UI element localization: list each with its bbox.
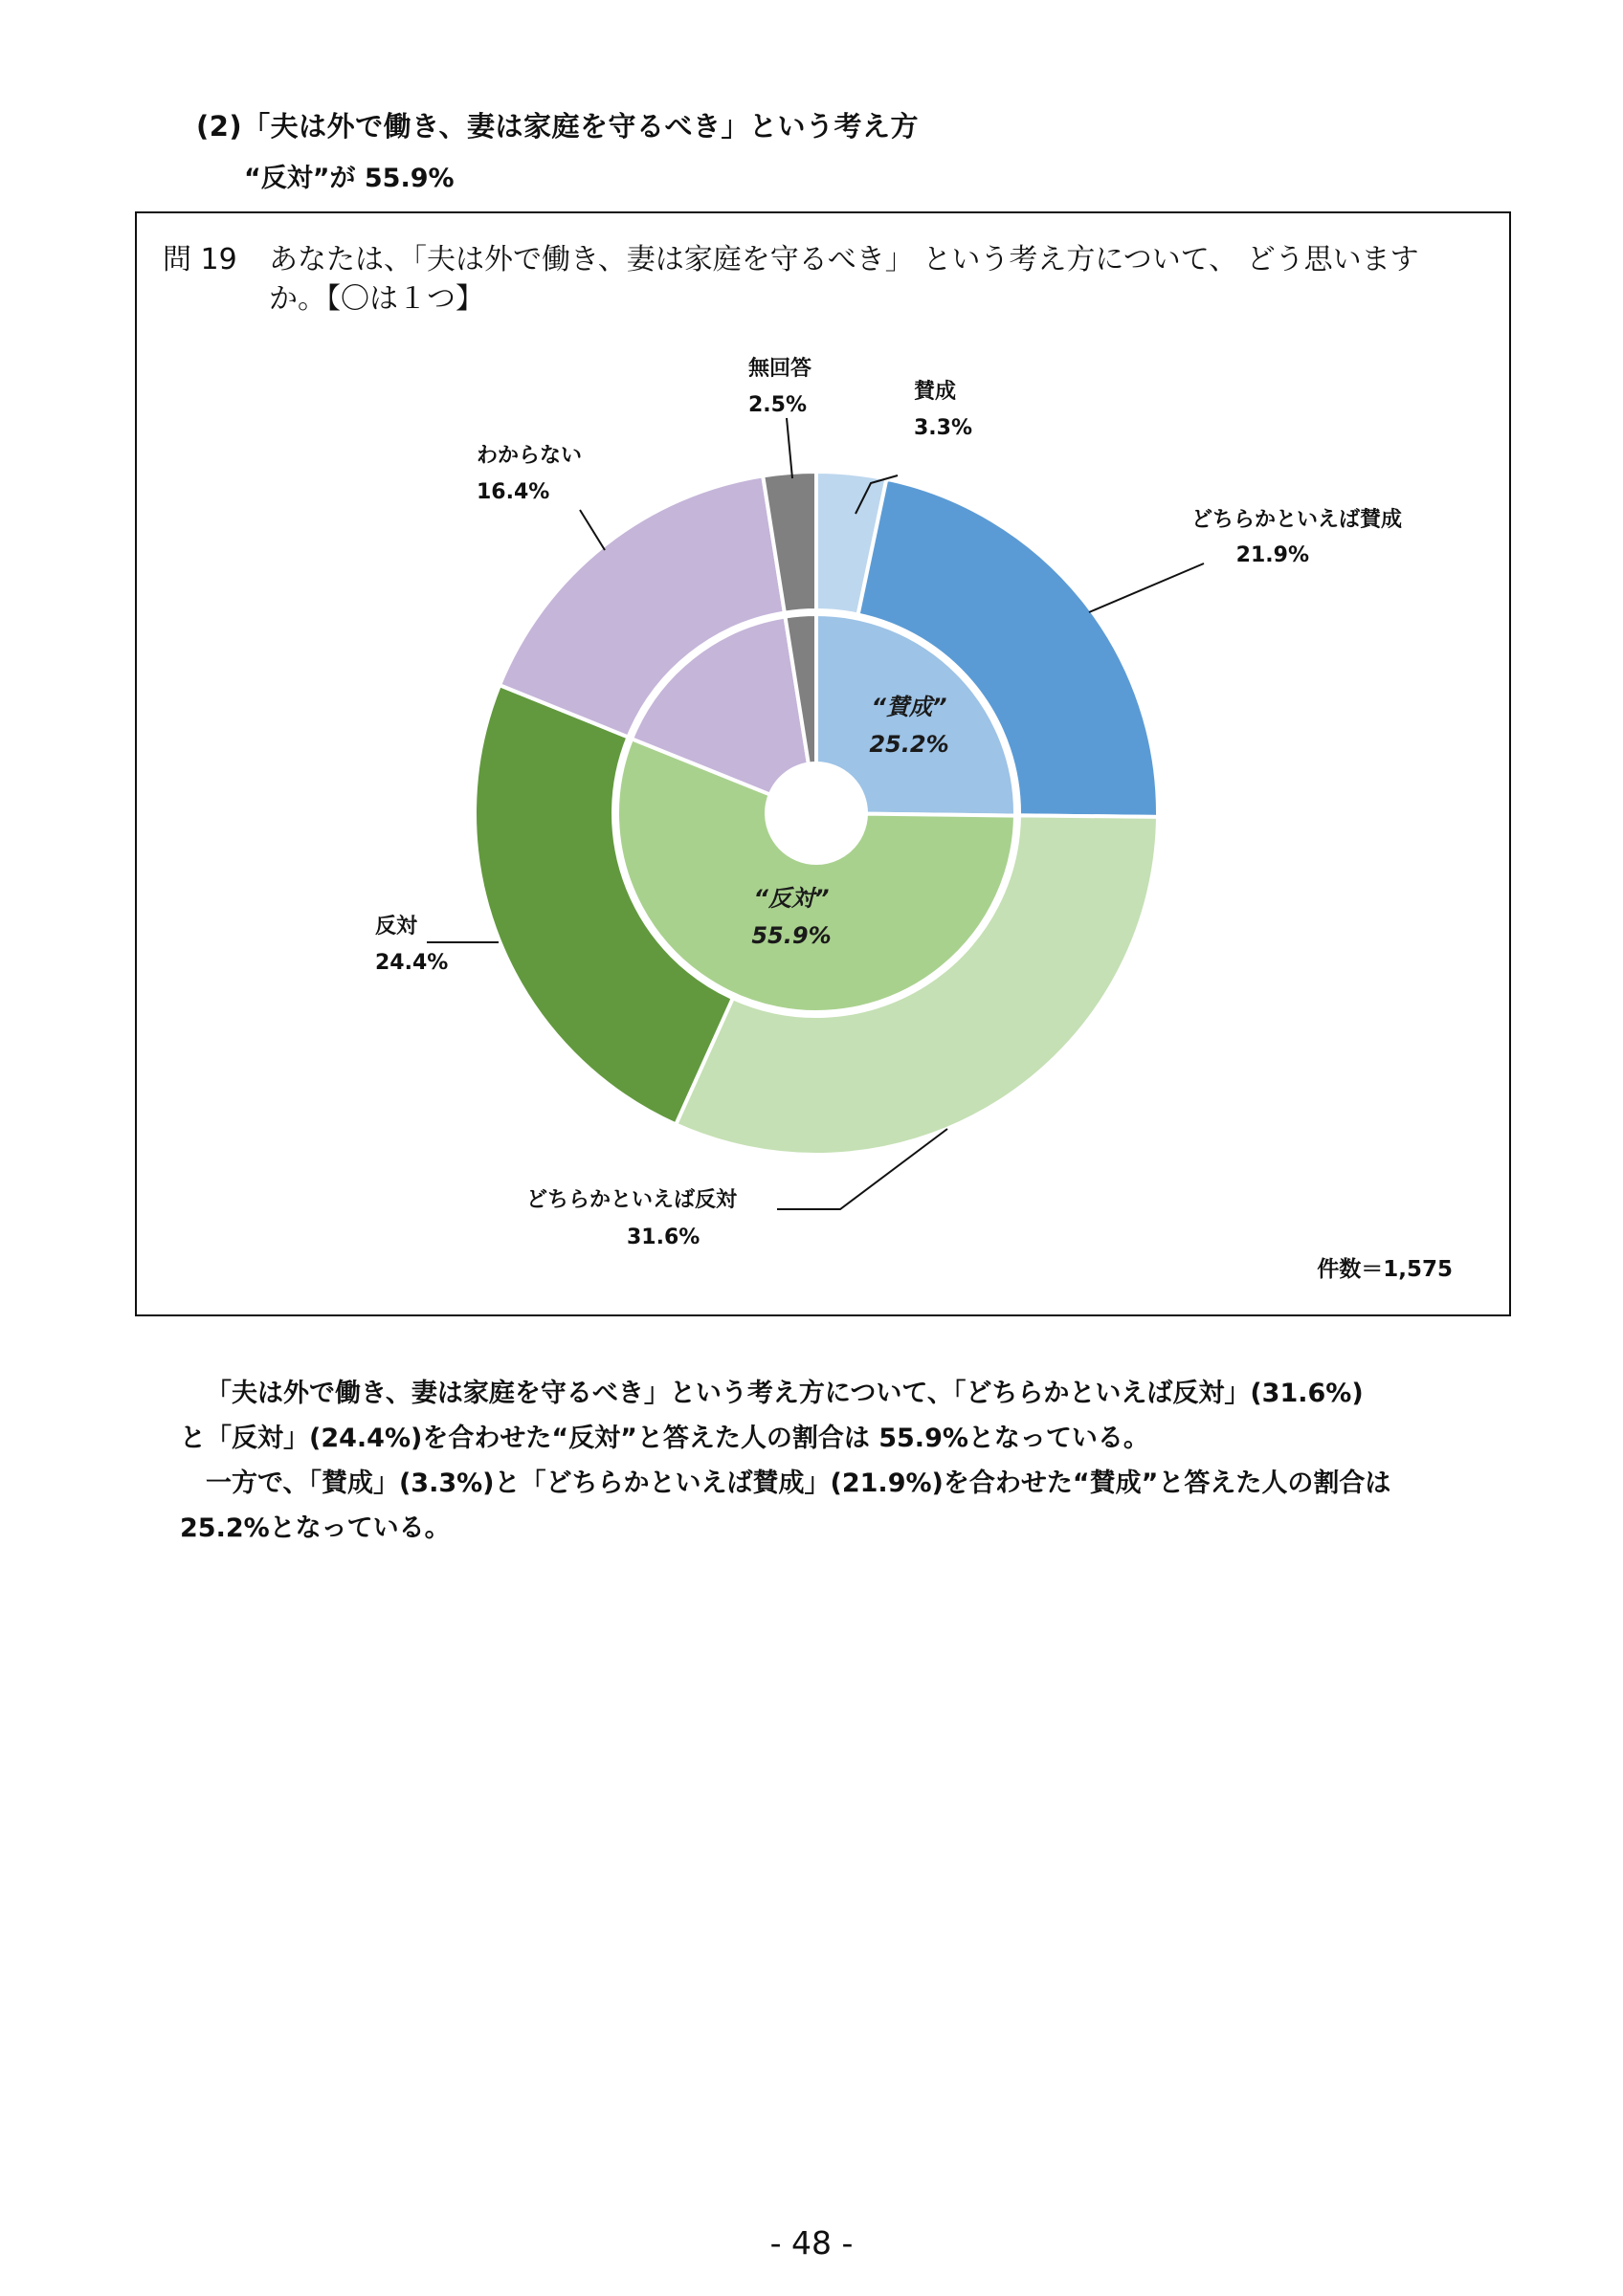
value-hantai: 24.4% bbox=[375, 951, 449, 975]
section-subheading: “反対”が 55.9% bbox=[244, 164, 455, 193]
paragraph-1-line-1: 「夫は外で働き、妻は家庭を守るべき」という考え方について、「どちらかといえば反対」(31.6%) bbox=[206, 1379, 1364, 1408]
label-mukaito: 無回答 bbox=[748, 357, 812, 381]
question-text-line1: あなたは、「夫は外で働き、妻は家庭を守るべき」 という考え方について、 どう思います bbox=[269, 243, 1419, 276]
question-number: 問 19 bbox=[163, 243, 237, 276]
label-dochiraka-sansei: どちらかといえば賛成 bbox=[1190, 508, 1402, 532]
paragraph-1 bbox=[180, 1371, 1501, 1461]
label-dochiraka-hantai: どちらかといえば反対 bbox=[526, 1188, 738, 1212]
inner-label-hantai: “反対” bbox=[753, 885, 830, 912]
question-text-line2: か。【〇は１つ】 bbox=[269, 282, 484, 316]
label-sansei: 賛成 bbox=[914, 380, 957, 404]
paragraph-1-line-2: と「反対」(24.4%)を合わせた“反対”と答えた人の割合は 55.9%となっている。 bbox=[180, 1424, 1149, 1453]
label-hantai: 反対 bbox=[375, 915, 418, 938]
respondent-count: 件数＝1,575 bbox=[1317, 1257, 1453, 1282]
center-hole bbox=[767, 763, 866, 863]
value-wakaranai: 16.4% bbox=[477, 480, 550, 504]
label-wakaranai: わからない bbox=[477, 444, 583, 468]
inner-value-hantai: 55.9% bbox=[751, 922, 832, 949]
inner-label-sansei: “賛成” bbox=[871, 694, 947, 720]
inner-value-sansei: 25.2% bbox=[869, 731, 949, 758]
value-dochiraka-sansei: 21.9% bbox=[1235, 543, 1309, 567]
paragraph-2-line-1: 一方で、「賛成」(3.3%)と「どちらかといえば賛成」(21.9%)を合わせた“賛成”と答えた人の割合は bbox=[206, 1468, 1391, 1498]
paragraph-2 bbox=[180, 1461, 1501, 1551]
value-mukaito: 2.5% bbox=[748, 393, 808, 417]
section-heading: (2)「夫は外で働き、妻は家庭を守るべき」という考え方 bbox=[196, 110, 920, 143]
page-number: - 48 - bbox=[769, 2224, 854, 2262]
value-dochiraka-hantai: 31.6% bbox=[627, 1225, 700, 1249]
paragraph-2-line-2: 25.2%となっている。 bbox=[180, 1513, 451, 1543]
value-sansei: 3.3% bbox=[914, 416, 973, 440]
